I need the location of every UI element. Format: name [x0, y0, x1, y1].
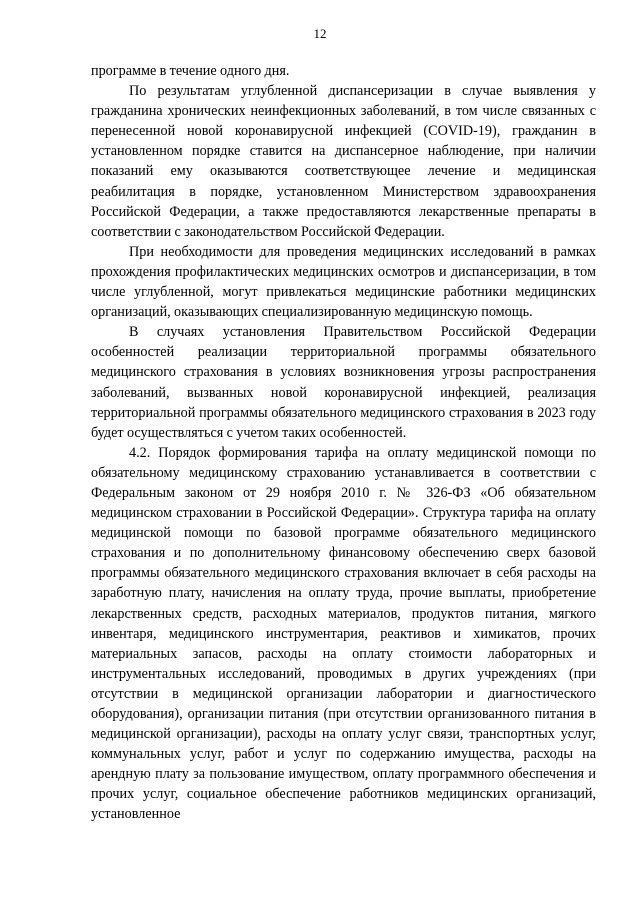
document-body [91, 61, 596, 825]
paragraph-government-features: В случаях установления Правительством Российской Федерации особенностей реализации территориальной программы обязательного медицинского страхования в условиях возникновения угрозы распространения заболеваний, вызванных новой коронавирусной инфекцией, реализация территориальной программы обязательного медицинского страхования в 2023 году будет осуществляться с учетом таких особенностей. [91, 324, 596, 441]
paragraph-medical-research: При необходимости для проведения медицинских исследований в рамках прохождения профилактических медицинских осмотров и диспансеризации, в том числе углубленной, могут привлекаться медицинские работники медицинских организаций, оказывающих специализированную медицинскую помощь. [91, 243, 596, 321]
paragraph-tariff-formation: 4.2. Порядок формирования тарифа на оплату медицинской помощи по обязательному медицинскому страхованию устанавливается в соответствии с Федеральным законом от 29 ноября 2010 г. № 326-ФЗ «Об обязательном медицинском страховании в Российской Федерации». Структура тарифа на оплату медицинской помощи по базовой программе обязательного медицинского страхования и по дополнительному финансовому обеспечению сверх базовой программы обязательного медицинского страхования включает в себя расходы на заработную плату, начисления на оплату труда, прочие выплаты, приобретение лекарственных средств, расходных материалов, продуктов питания, мягкого инвентаря, медицинского инструментария, реактивов и химикатов, прочих материальных запасов, расходы на оплату стоимости лабораторных и инструментальных исследований, проводимых в других учреждениях (при отсутствии в медицинской организации лаборатории и диагностического оборудования), организации питания (при отсутствии организованного питания в медицинской организации), расходы на оплату услуг связи, транспортных услуг, коммунальных услуг, работ и услуг по содержанию имущества, расходы на арендную плату за пользование имуществом, оплату программного обеспечения и прочих услуг, социальное обеспечение работников медицинских организаций, установленное [91, 444, 596, 823]
page-number: 12 [313, 26, 327, 41]
paragraph-continuation: программе в течение одного дня. [91, 63, 290, 79]
paragraph-in-depth-screening: По результатам углубленной диспансеризации в случае выявления у гражданина хронических неинфекционных заболеваний, в том числе связанных с перенесенной новой коронавирусной инфекцией (COVID-19), гражданин в установленном порядке ставится на диспансерное наблюдение, при наличии показаний ему оказываются соответствующее лечение и медицинская реабилитация в порядке, установленном Министерством здравоохранения Российской Федерации, а также предоставляются лекарственные препараты в соответствии с законодательством Российской Федерации. [91, 83, 596, 240]
